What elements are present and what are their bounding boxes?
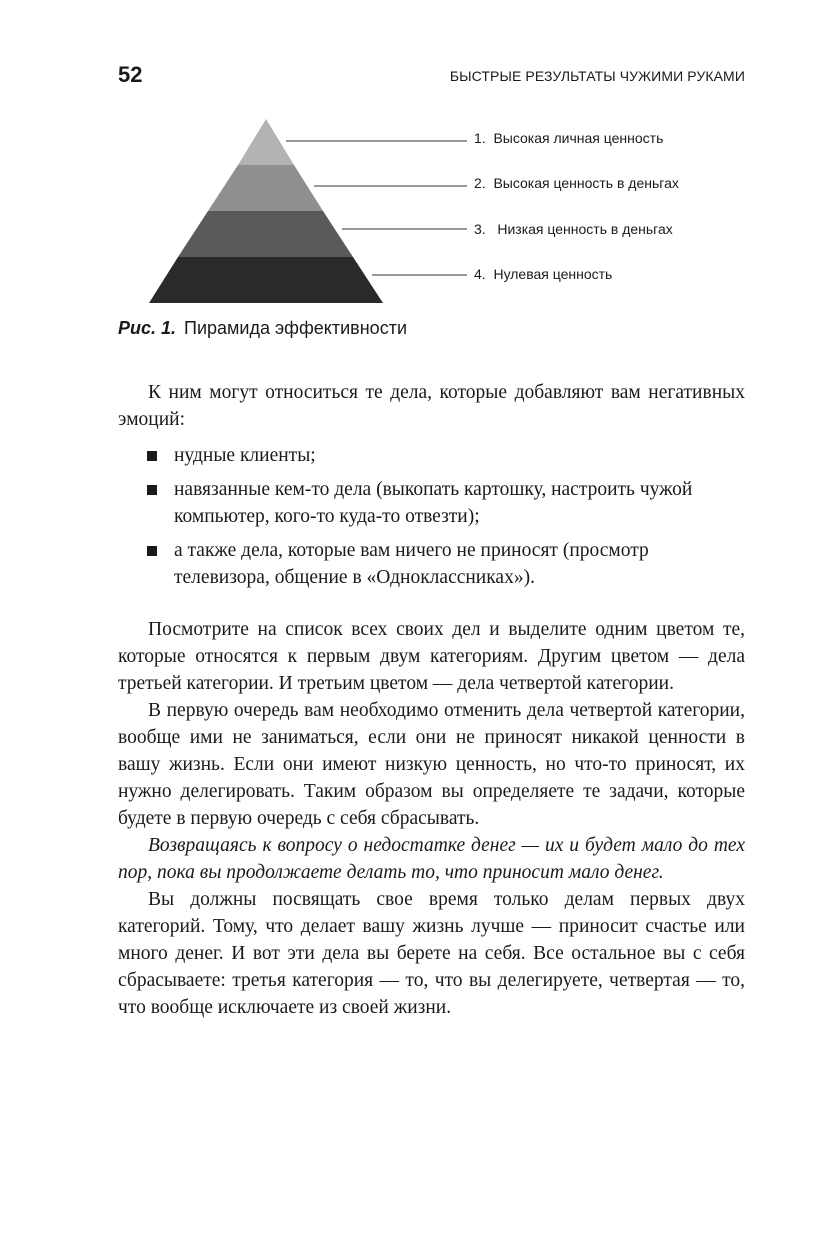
running-title: БЫСТРЫЕ РЕЗУЛЬТАТЫ ЧУЖИМИ РУКАМИ <box>449 68 745 84</box>
pyramid-figure <box>0 0 833 320</box>
pyramid-level-1 <box>238 119 294 165</box>
level-label-2: 2. Высокая ценность в деньгах <box>474 175 679 191</box>
body-text <box>118 379 745 1021</box>
paragraph: Посмотрите на список всех своих дел и выделите одним цветом те, которые относятся к первым двум категориям. Другим цветом — дела третьей категории. И третьим цветом — дела четвертой категории. <box>118 619 745 694</box>
bullet-list <box>118 442 745 591</box>
list-item <box>174 476 745 530</box>
pyramid-level-4 <box>149 257 383 303</box>
level-label-4: 4. Нулевая ценность <box>474 266 613 282</box>
list-item-text: навязанные кем-то дела (выкопать картошку, настроить чужой компьютер, кого-то куда-то отвезти); <box>174 479 693 527</box>
paragraph: Вы должны посвящать свое время только делам первых двух категорий. Тому, что делает вашу жизнь лучше — приносит счастье или много денег. И вот эти дела вы берете на себя. Все остальное вы с себя сбрасываете: третья категория — то, что вы делегируете, четвертая — то, что вообще исключаете из своей жизни. <box>118 889 745 1018</box>
paragraph: В первую очередь вам необходимо отменить дела четвертой категории, вообще ими не заниматься, если они не приносят никакой ценности в вашу жизнь. Если они имеют низкую ценность, но что-то приносят, их нужно делегировать. Таким образом вы определяете те задачи, которые будете в первую очередь с себя сбрасывать. <box>118 700 745 829</box>
level-label-3: 3. Низкая ценность в деньгах <box>474 221 673 237</box>
bullet-square-icon <box>147 546 157 556</box>
pyramid-level-3 <box>178 211 353 257</box>
list-item-text: нудные клиенты; <box>174 445 316 466</box>
figure-caption <box>118 318 407 339</box>
bullet-square-icon <box>147 485 157 495</box>
bullet-square-icon <box>147 451 157 461</box>
pyramid-level-2 <box>208 165 323 211</box>
list-item <box>174 537 745 591</box>
intro-paragraph: К ним могут относиться те дела, которые добавляют вам негативных эмоций: <box>118 382 745 430</box>
level-label-1: 1. Высокая личная ценность <box>474 130 664 146</box>
caption-number: Рис. 1. <box>118 318 177 338</box>
list-item <box>174 442 745 469</box>
caption-text: Пирамида эффективности <box>184 318 407 338</box>
list-item-text: а также дела, которые вам ничего не приносят (просмотр телевизора, общение в «Одноклассниках»). <box>174 540 649 588</box>
italic-paragraph: Возвращаясь к вопросу о недостатке денег — их и будет мало до тех пор, пока вы продолжаете делать то, что приносит мало денег. <box>118 835 745 883</box>
page-number: 52 <box>118 62 143 87</box>
